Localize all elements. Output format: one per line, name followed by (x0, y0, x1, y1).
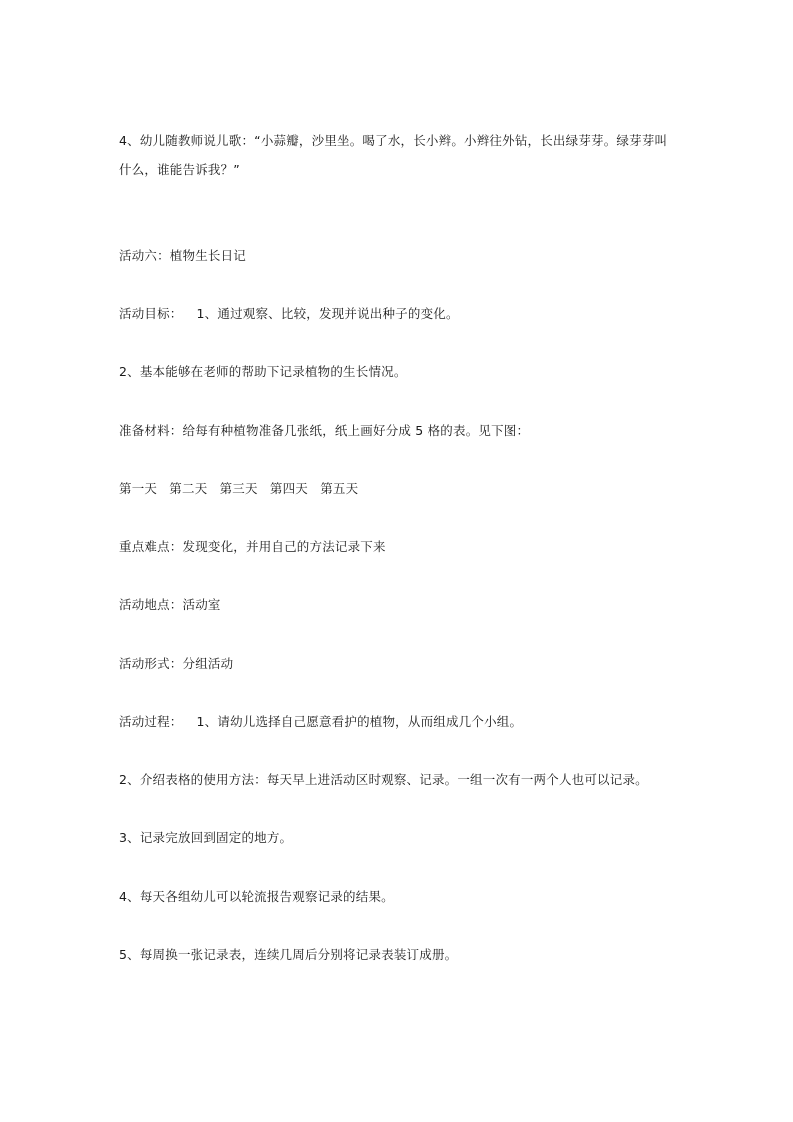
paragraph-goal-1 (119, 305, 459, 323)
paragraph-format: 活动形式：分组活动 (119, 656, 234, 671)
process-text-1: 1、请幼儿选择自己愿意看护的植物，从而组成几个小组。 (196, 714, 523, 729)
goal-label: 活动目标： (119, 306, 183, 321)
paragraph-process-5: 5、每周换一张记录表，连续几周后分别将记录表装订成册。 (119, 947, 458, 962)
paragraph-goal-2: 2、基本能够在老师的帮助下记录植物的生长情况。 (119, 364, 407, 379)
paragraph-location: 活动地点：活动室 (119, 597, 221, 612)
paragraph-process-4: 4、每天各组幼儿可以轮流报告观察记录的结果。 (119, 889, 394, 904)
days-table-row (119, 480, 358, 498)
paragraph-process-3: 3、记录完放回到固定的地方。 (119, 830, 293, 845)
day-1: 第一天 (119, 481, 158, 496)
day-5: 第五天 (320, 481, 359, 496)
activity-title: 活动六：植物生长日记 (119, 248, 247, 263)
day-4: 第四天 (269, 481, 308, 496)
paragraph-nursery-rhyme: 4、幼儿随教师说儿歌：“小蒜瓣，沙里坐。喝了水，长小辫。小辫往外钻，长出绿芽芽。绿芽芽叫什么，谁能告诉我？” (119, 133, 668, 177)
paragraph-process-1 (119, 713, 522, 731)
day-2: 第二天 (169, 481, 208, 496)
goal-text-1: 1、通过观察、比较，发现并说出种子的变化。 (196, 306, 459, 321)
paragraph-key-points: 重点难点：发现变化，并用自己的方法记录下来 (119, 539, 386, 554)
process-label: 活动过程： (119, 714, 183, 729)
day-3: 第三天 (219, 481, 258, 496)
paragraph-process-2: 2、介绍表格的使用方法：每天早上进活动区时观察、记录。一组一次有一两个人也可以记录。 (119, 772, 648, 787)
paragraph-materials: 准备材料：给每有种植物准备几张纸，纸上画好分成 5 格的表。见下图： (119, 423, 530, 438)
